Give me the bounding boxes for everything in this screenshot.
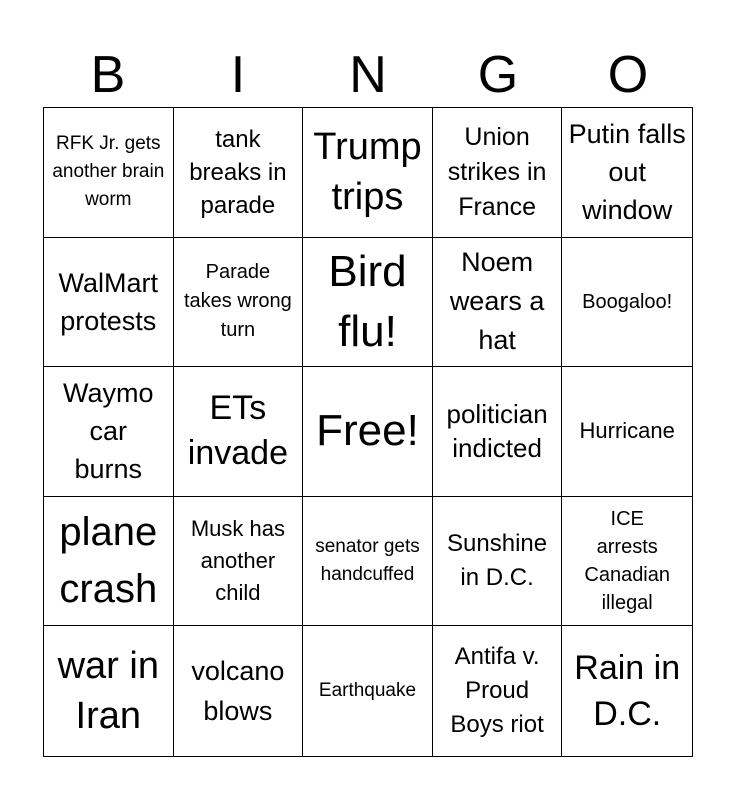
bingo-card [43,107,693,757]
bingo-cell[interactable] [433,626,563,756]
bingo-cell[interactable] [562,238,692,368]
bingo-cell[interactable] [562,626,692,756]
bingo-cell[interactable] [44,497,174,627]
cell-text: volcano blows [191,656,285,727]
cell-text: Earthquake [318,680,417,702]
bingo-cell[interactable] [433,367,563,497]
cell-text: Trump trips [313,126,422,219]
bingo-cell[interactable] [174,497,304,627]
cell-text: ICE arrests Canadian illegal [584,508,670,615]
bingo-cell[interactable] [303,497,433,627]
cell-text: Boogaloo! [582,290,673,313]
bingo-cell[interactable] [562,497,692,627]
bingo-cell[interactable] [433,238,563,368]
cell-text: Bird flu! [328,246,407,356]
cell-text: Sunshine in D.C. [447,530,548,592]
cell-text: Putin falls out window [568,119,686,226]
bingo-cell[interactable] [433,108,563,238]
cell-text: tank breaks in parade [189,125,287,219]
cell-text: RFK Jr. gets another brain worm [52,133,165,211]
bingo-cell[interactable] [562,108,692,238]
cell-text: Waymo car burns [63,378,154,485]
cell-text: politician indicted [446,399,548,464]
bingo-cell[interactable] [303,626,433,756]
cell-text: Noem wears a hat [449,247,545,356]
header-letter-i: I [230,46,246,104]
header-letter-b: B [90,46,126,104]
bingo-cell[interactable] [44,238,174,368]
bingo-cell[interactable] [44,108,174,238]
cell-text: Rain in D.C. [574,649,681,734]
bingo-cell[interactable] [174,626,304,756]
cell-text: ETs invade [187,389,288,473]
cell-text: Musk has another child [190,516,285,606]
bingo-cell[interactable] [44,626,174,756]
bingo-cell[interactable] [303,108,433,238]
cell-text: plane crash [59,510,158,612]
cell-text: WalMart protests [58,267,159,336]
cell-text: Free! [316,406,419,456]
cell-text: war in Iran [57,645,159,738]
cell-text: Parade takes wrong turn [183,261,292,342]
cell-text: senator gets handcuffed [315,536,420,586]
bingo-cell[interactable] [174,367,304,497]
bingo-cell[interactable] [433,497,563,627]
bingo-cell[interactable] [303,238,433,368]
bingo-cell[interactable] [44,367,174,497]
bingo-header [43,44,693,106]
cell-text: Antifa v. Proud Boys riot [450,643,544,739]
header-letter-g: G [477,46,519,104]
bingo-cell[interactable] [174,108,304,238]
bingo-cell[interactable] [174,238,304,368]
header-letter-n: N [349,46,387,104]
bingo-cell[interactable] [562,367,692,497]
bingo-cell[interactable] [303,367,433,497]
header-letter-o: O [607,46,649,104]
cell-text: Hurricane [579,418,675,444]
cell-text: Union strikes in France [447,122,547,221]
